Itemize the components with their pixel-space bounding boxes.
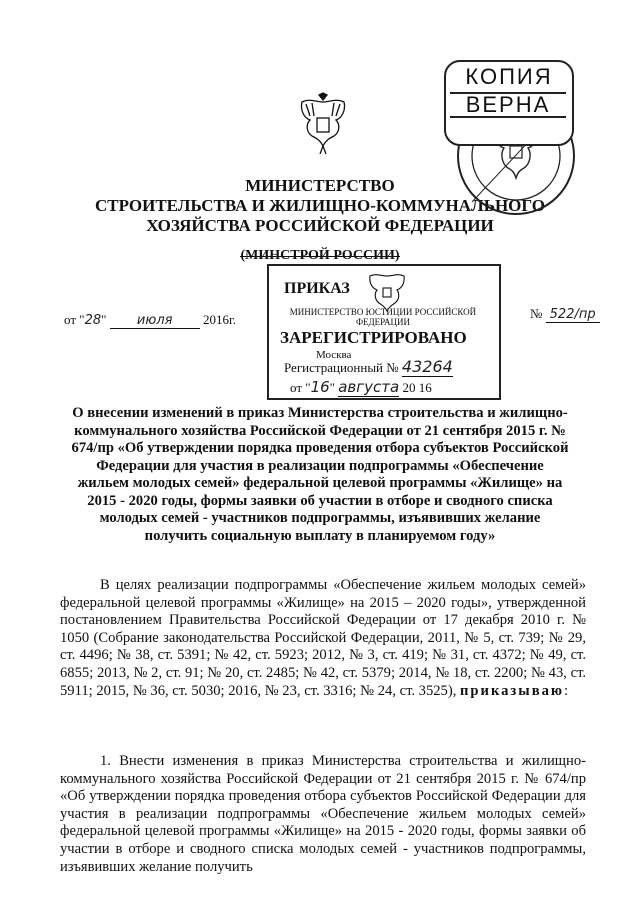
order-number-prefix: № [530, 306, 543, 321]
order-date-suffix: г. [228, 312, 237, 327]
ministry-short-text: (МИНСТРОЙ РОССИИ) [240, 248, 400, 263]
body-paragraph-1-end: : [564, 682, 569, 699]
registration-year: 20 16 [402, 380, 432, 395]
registration-date-prefix: от " [290, 380, 311, 395]
order-number [530, 306, 620, 322]
order-command: приказываю [460, 682, 565, 699]
registration-number-label: Регистрационный № [284, 360, 399, 375]
registration-number-value: 43264 [401, 357, 453, 376]
registration-date-mid: " [329, 380, 335, 395]
copy-certified-stamp [444, 60, 574, 146]
ministry-line-2: СТРОИТЕЛЬСТВА И ЖИЛИЩНО-КОММУНАЛЬНОГО [94, 196, 546, 215]
registration-ministry: МИНИСТЕРСТВО ЮСТИЦИИ РОССИЙСКОЙ ФЕДЕРАЦИИ [289, 307, 477, 327]
ministry-line-3: ХОЗЯЙСТВА РОССИЙСКОЙ ФЕДЕРАЦИИ [146, 216, 494, 235]
registration-date [290, 378, 432, 396]
order-day: 28 [84, 313, 102, 328]
document-title: О внесении изменений в приказ Министерства строительства и жилищно-коммунального хозяйства Российской Федерации от 21 сентября 2015 г. № 674/пр «Об утверждении порядка проведения отбора субъектов Российской Федерации для участия в реализации подпрограммы «Обеспечение жильем молодых семей» федеральной целевой программы «Жилище» на 2015 - 2020 годы, формы заявки об участии в отборе и сводного списка молодых семей - участников подпрограммы, изъявивших желание получить социальную выплату в планируемом году» [71, 405, 569, 544]
registration-day: 16 [310, 378, 330, 396]
registration-prikaz-label: ПРИКАЗ [284, 280, 350, 297]
ministry-short-name [200, 248, 440, 264]
body-paragraph-1-text: В целях реализации подпрограммы «Обеспечение жильем молодых семей» федеральной целевой программы «Жилище» на 2015 – 2020 годы», утвержденной постановлением Правительства Российской Федерации от 17 декабря 2010 г. № 1050 (Собрание законодательства Российской Федерации, 2011, № 5, ст. 739; № 29, ст. 4496; № 38, ст. 5391; № 42, ст. 5923; 2012, № 3, ст. 419; № 31, ст. 4372; № 49, ст. 6855; 2013, № 2, ст. 91; № 20, ст. 2485; № 42, ст. 5379; 2014, № 18, ст. 2200; № 43, ст. 5911; 2015, № 36, ст. 5030; 2016, № 23, ст. 3316; № 24, ст. 3525), [60, 577, 586, 699]
ministry-line-1: МИНИСТЕРСТВО [245, 176, 395, 195]
copy-stamp-line-1: КОПИЯ [465, 64, 553, 89]
registration-number-line [284, 357, 453, 376]
coat-of-arms-icon [296, 92, 350, 156]
body-paragraph-2: 1. Внести изменения в приказ Министерства строительства и жилищно-коммунального хозяйства Российской Федерации от 21 сентября 2015 г. № 674/пр «Об утверждении порядка проведения отбора субъектов Российской Федерации для участия в реализации подпрограммы «Обеспечение жильем молодых семей» федеральной целевой программы «Жилище» на 2015 - 2020 годы, формы заявки об участии в отборе и сводного списка молодых семей - участников подпрограммы, изъявивших желание получить [60, 753, 586, 875]
registration-registered-label: ЗАРЕГИСТРИРОВАНО [280, 328, 467, 347]
copy-stamp-line-2: ВЕРНА [450, 92, 566, 118]
registration-month: августа [338, 378, 400, 396]
order-date [64, 312, 264, 329]
order-year: 2016 [202, 312, 229, 327]
registration-city: Москва [316, 349, 352, 361]
body-paragraph-1 [60, 577, 586, 700]
order-number-value: 522/пр [546, 307, 600, 323]
order-date-prefix: от " [64, 312, 85, 327]
order-date-mid: " [101, 312, 107, 327]
order-month: июля [110, 313, 200, 329]
